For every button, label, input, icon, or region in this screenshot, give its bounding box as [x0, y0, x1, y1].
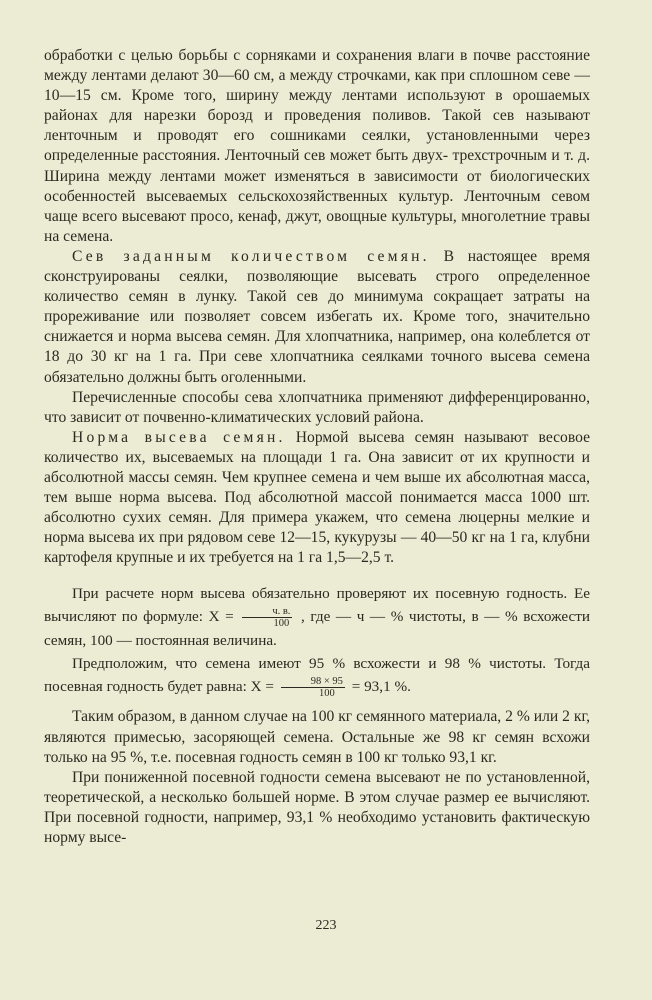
formula-denominator: 100	[273, 618, 290, 630]
page-number: 223	[315, 918, 337, 933]
body-text	[44, 46, 590, 848]
paragraph-2	[44, 247, 590, 388]
paragraph-2-text: В настоящее время сконструированы сеялки, позволяющие высевать строго определенное количество семян в лунку. Такой сев до минимума сокращает затраты на прореживание или позволяет совсем избегать их. Кроме того, значительно снижается и норма высева семян. Для хлопчатника, например, она колеблется от 18 до 30 кг на 1 га. При севе хлопчатника сеялками точного высева семена обязательно должны быть оголенными.	[44, 247, 590, 386]
example-numerator: 98 × 95	[281, 676, 345, 688]
example-text: Предположим, что семена имеют 95 % всхожести и 98 % чистоты. Тогда посевная годность будет равна:	[44, 655, 590, 696]
formula-paragraph	[44, 582, 590, 652]
paragraph-3: Перечисленные способы сева хлопчатника применяют дифференцированно, что зависит от почвенно-климатических условий района.	[44, 388, 590, 426]
paragraph-1: обработки с целью борьбы с сорняками и сохранения влаги в почве расстояние между лентами делают 30—60 см, а между строчками, как при сплошном севе —10—15 см. Кроме того, ширину между лентами используют в орошаемых районах для нарезки борозд и проведения поливов. Такой сев называют ленточным и проводят его сошниками сеялки, установленными через определенные расстояния. Ленточный сев может быть двух- трехстрочным и т. д. Ширина между лентами может изменяться в зависимости от биологических особенностей высеваемых сельскохозяйственных культур. Ленточным севом чаще всего высевают просо, кенаф, джут, овощные культуры, многолетние травы на семена.	[44, 47, 590, 245]
paragraph-4	[44, 428, 590, 569]
example-denominator: 100	[318, 688, 335, 700]
example-fraction	[281, 676, 345, 699]
formula-after: , где — ч — % чистоты, в — % всхожести семян, 100 — постоянная величина.	[44, 608, 591, 650]
formula-example	[44, 652, 590, 699]
example-result: = 93,1 %.	[351, 678, 411, 696]
formula-numerator: ч. в.	[242, 606, 292, 618]
heading-seeding-rate: Норма высева семян.	[72, 428, 286, 446]
example-lhs: X =	[250, 678, 274, 696]
paragraph-4-text: Нормой высева семян называют весовое количество их, высеваемых на площади 1 га. Она зависит от их крупности и абсолютной массы семян. Чем крупнее семена и чем выше их абсолютная масса, тем выше норма высева. Под абсолютной массой понимается масса 1000 шт. абсолютно сухих семян. Для примера укажем, что семена люцерны мелкие и норма высева их при рядовом севе 12—15, кукурузы — 40—50 кг на 1 га, клубни картофеля крупные и их требуется на 1 га 1,5—2,5 т.	[44, 428, 591, 567]
closing-paragraph-1: Таким образом, в данном случае на 100 кг семянного материала, 2 % или 2 кг, являются примесью, засоряющей семена. Остальные же 98 кг семян всхожи только на 95 %, т.е. посевная годность семян в 100 кг только 93,1 кг.	[44, 708, 590, 766]
heading-sowing-by-quantity: Сев заданным количеством семян.	[72, 247, 430, 265]
formula-fraction	[242, 606, 292, 629]
formula-lhs: X =	[208, 608, 234, 626]
formula-block	[44, 582, 590, 699]
closing-paragraph-2: При пониженной посевной годности семена высевают не по установленной, теоретической, а несколько большей норме. В этом случае размер ее вычисляют. При посевной годности, например, 93,1 % необходимо установить фактическую норму высе-	[44, 768, 590, 847]
formula-intro: При расчете норм высева обязательно проверяют их посевную годность. Ее вычисляют по формуле:	[44, 585, 590, 626]
